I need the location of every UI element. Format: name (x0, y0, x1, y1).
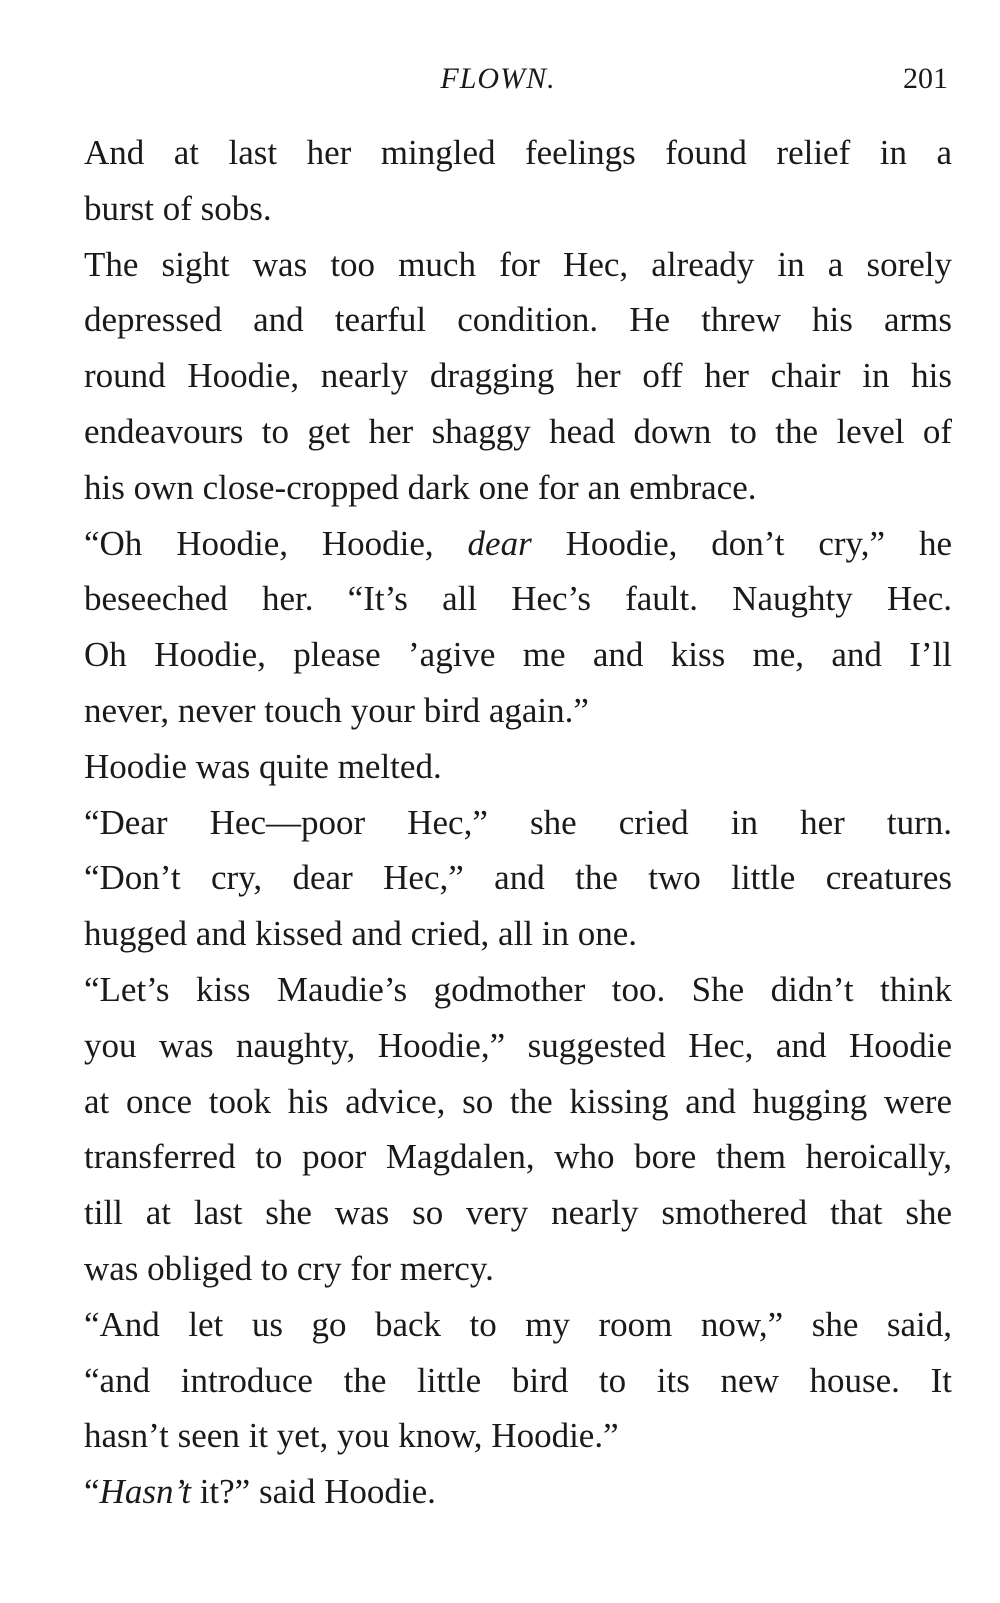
text-line: transferred to poor Magdalen, who bore them heroically, (84, 1137, 952, 1177)
text-line: “Dear Hec—poor Hec,” she cried in her turn. (84, 802, 952, 842)
text-line: “Don’t cry, dear Hec,” and the two little creatures (84, 858, 952, 898)
text-line: till at last she was so very nearly smothered that she (84, 1193, 952, 1233)
text-line: The sight was too much for Hec, already in a sorely (84, 244, 952, 284)
text-line: depressed and tearful condition. He threw his arms (84, 300, 952, 340)
text-line (48, 1464, 952, 1520)
paragraph (48, 1464, 952, 1520)
paragraph (48, 516, 952, 739)
emphasis-text: Hasn’t (99, 1472, 191, 1512)
paragraph (48, 237, 952, 516)
text-line: “and introduce the little bird to its new house. It (84, 1360, 952, 1400)
text-line (48, 516, 952, 572)
page-number: 201 (903, 62, 948, 95)
text-line: burst of sobs. (84, 188, 272, 228)
emphasis-text: dear (467, 523, 532, 563)
text-line: at once took his advice, so the kissing and hugging were (84, 1081, 952, 1121)
text-line: endeavours to get her shaggy head down to the level of (84, 411, 952, 451)
text-span: it?” said Hoodie. (190, 1472, 436, 1512)
text-span: “ (84, 1472, 100, 1512)
paragraph (48, 125, 952, 237)
paragraph (48, 962, 952, 1297)
text-line: Oh Hoodie, please ’agive me and kiss me, and I’ll (84, 635, 952, 675)
text-line: Hoodie was quite melted. (84, 746, 442, 786)
text-line: hugged and kissed and cried, all in one. (84, 914, 638, 954)
paragraph (48, 739, 952, 795)
text-line: “Let’s kiss Maudie’s godmother too. She didn’t think (84, 969, 952, 1009)
text-line: never, never touch your bird again.” (84, 690, 589, 730)
text-line: “And let us go back to my room now,” she said, (84, 1304, 952, 1344)
text-line: hasn’t seen it yet, you know, Hoodie.” (84, 1416, 619, 1456)
text-line: you was naughty, Hoodie,” suggested Hec, and Hoodie (84, 1025, 952, 1065)
text-span: Hoodie, don’t cry,” he (531, 523, 952, 563)
text-span: “Oh Hoodie, Hoodie, (84, 523, 468, 563)
page-header (48, 62, 948, 102)
text-line: round Hoodie, nearly dragging her off her chair in his (84, 356, 952, 396)
paragraph (48, 795, 952, 962)
text-line: his own close-cropped dark one for an embrace. (84, 467, 757, 507)
running-title: FLOWN. (440, 62, 556, 95)
text-line: was obliged to cry for mercy. (84, 1248, 494, 1288)
text-line: beseeched her. “It’s all Hec’s fault. Naughty Hec. (84, 579, 952, 619)
body-text (48, 125, 952, 1520)
paragraph (48, 1297, 952, 1464)
text-line: And at last her mingled feelings found relief in a (84, 133, 952, 172)
